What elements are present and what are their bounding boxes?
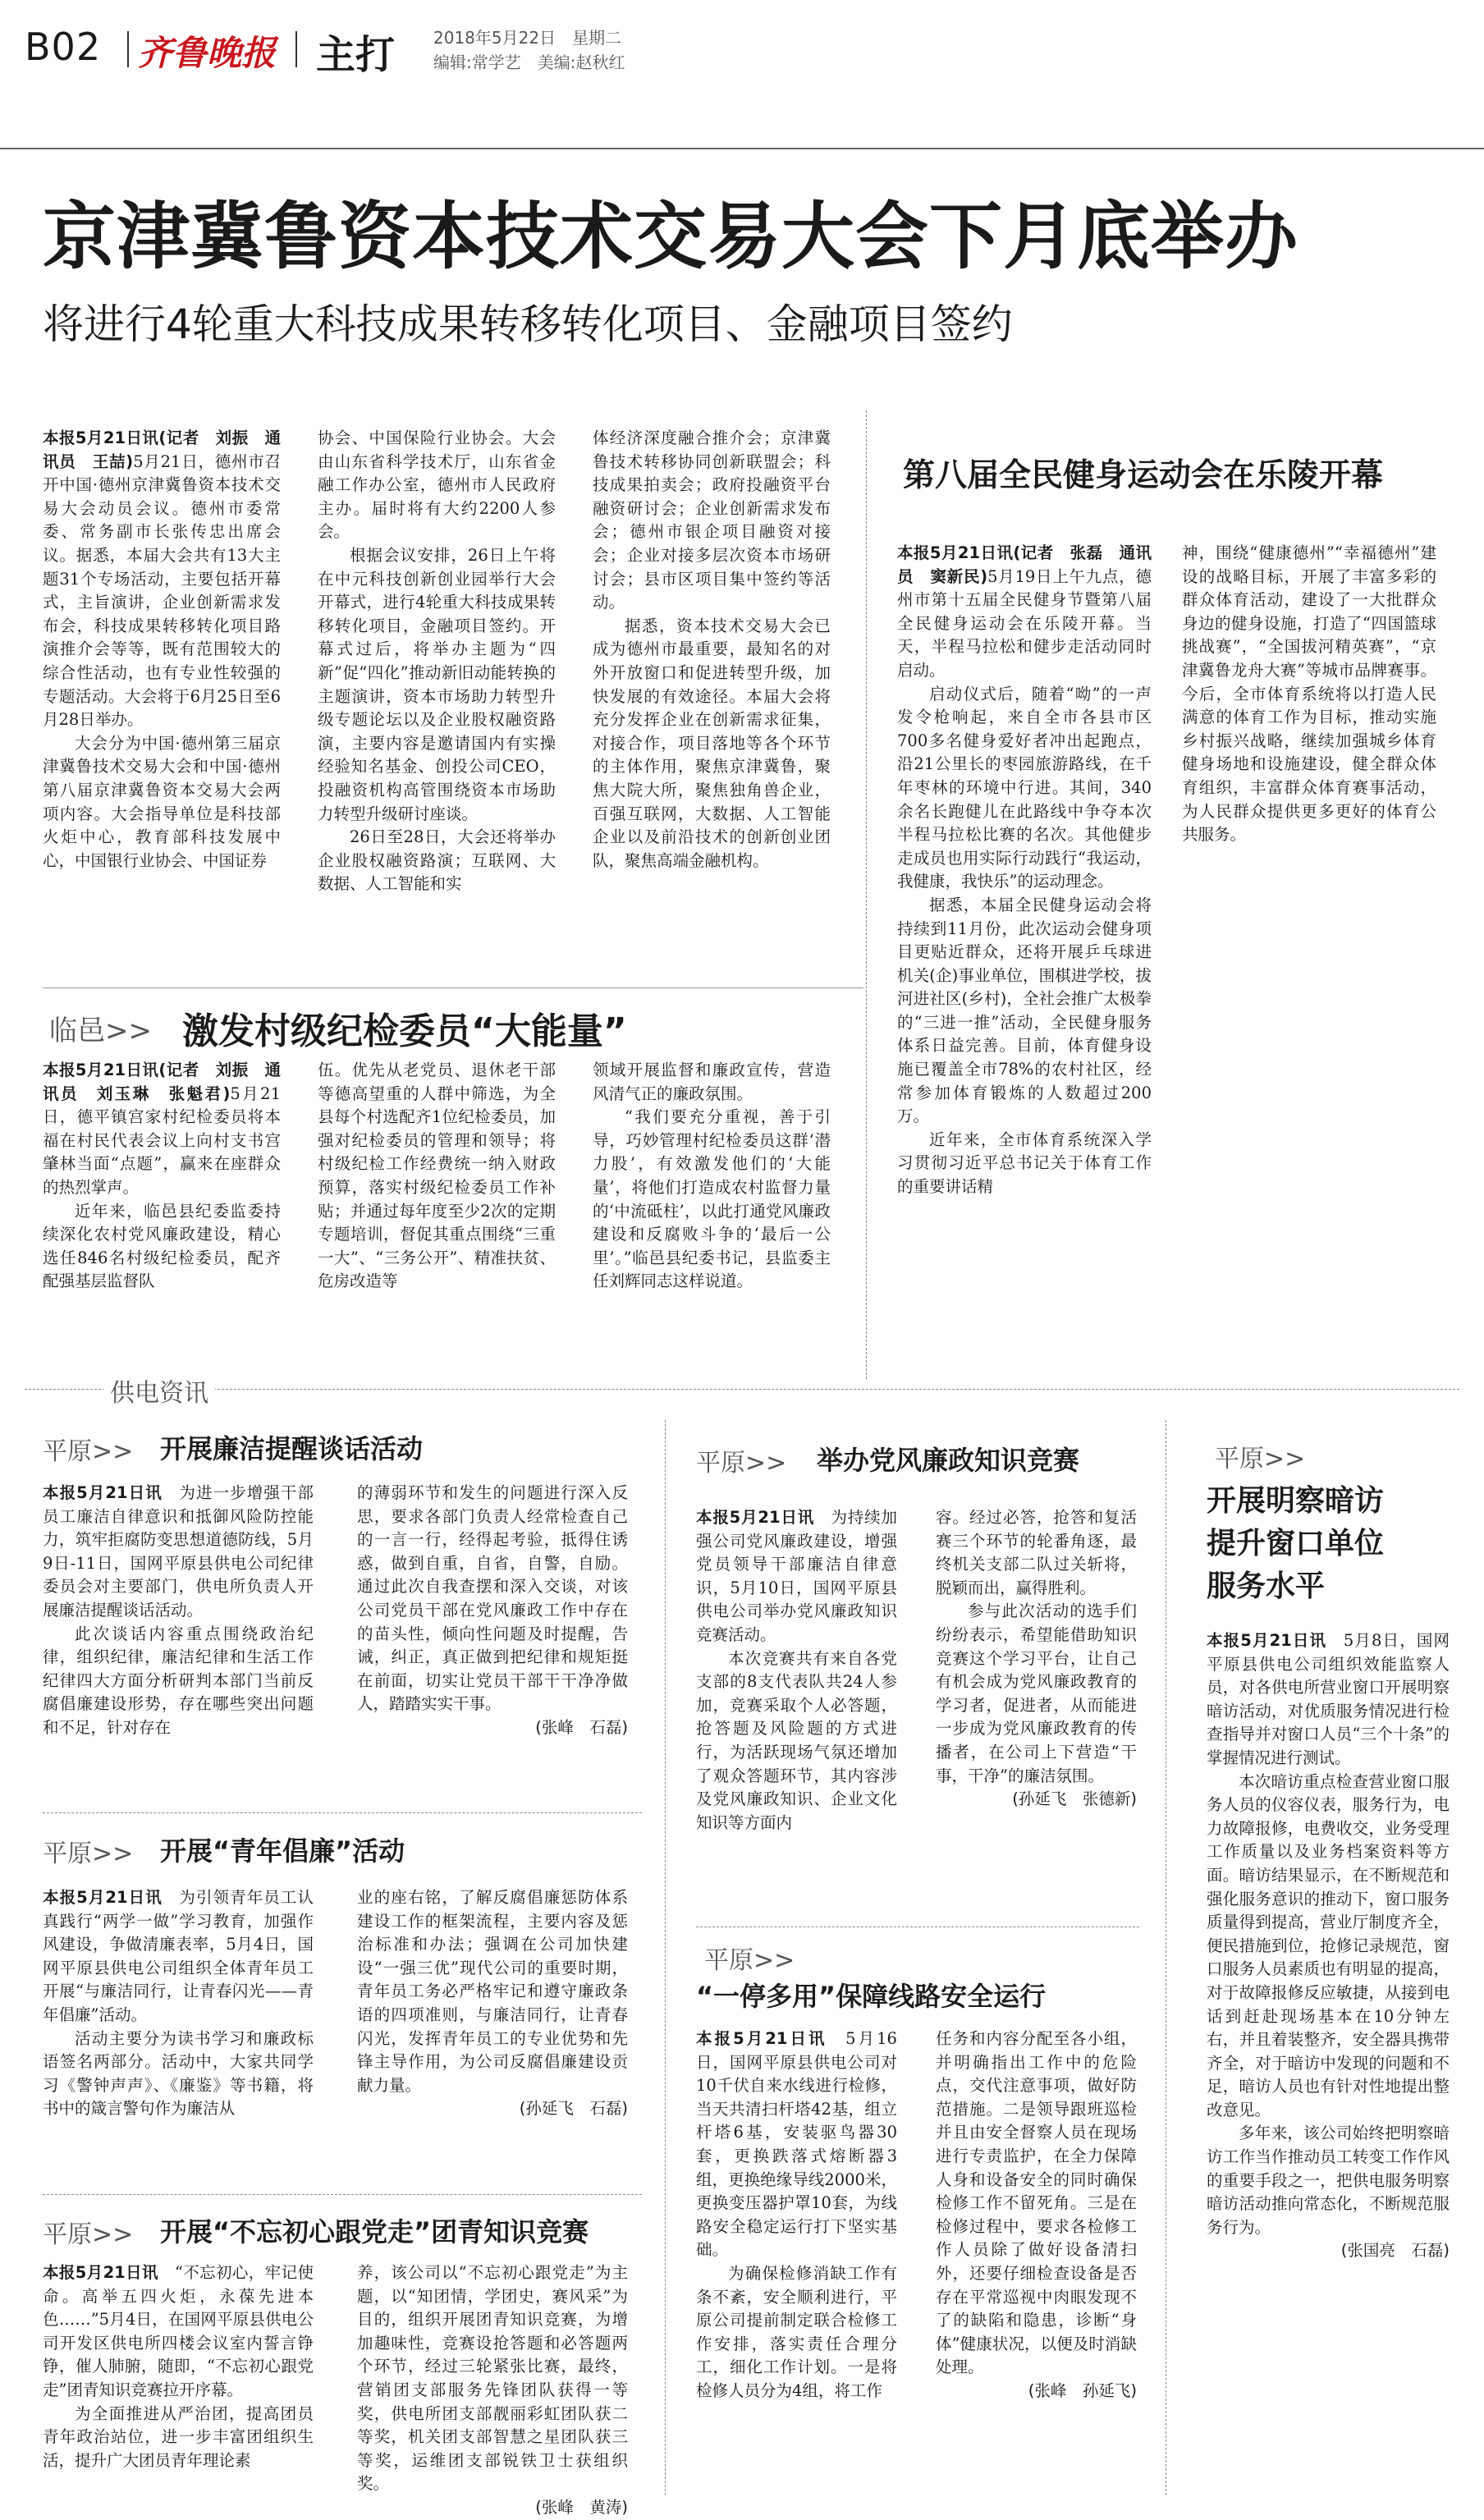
masthead-rule [0,148,1484,149]
story-kicker: 平原>> [43,1840,134,1868]
author-signature: (孙延飞 张德新) [1012,1789,1137,1809]
story-text: 5月21日，德平镇宫家村纪检委员将本福在村民代表会议上向村支书宫肇林当面“点题”，赢来在座群众的热烈掌声。 [43,1084,281,1197]
main-text: 据悉，资本技术交易大会已成为德州市最重要，最知名的对外开放窗口和促进转型升级，加快发展的有效途径。本届大会将充分发挥企业在创新需求征集，对接合作，项目落地等各个环节的主体作用，聚焦京津冀鲁，聚焦大院大所，聚焦独角兽企业，百强互联网，大数据、人工智能企业以及前沿技术的创新创业团队，聚焦高端金融机构。 [593,616,831,870]
main-text: 协会、中国保险行业协会。大会由山东省科学技术厅，山东省金融工作办公室，德州市人民政府主办。届时将有大约2200人参会。 [318,428,556,542]
story-headline: 开展廉洁提醒谈话活动 [160,1433,424,1464]
author-signature: (张国亮 石磊) [1340,2241,1450,2261]
story-text: 据悉，本届全民健身运动会将持续到11月份，此次运动会健身项目更贴近群众，还将开展乒乓球进机关(企)事业单位，围棋进学校，拔河进社区(乡村)，全社会推广太极拳的“三进一推”活动，全民健身服务体系日益完善。目前，体育健身设施已覆盖全市78%的农村社区，经常参加体育锻炼的人数超过200万。 [897,895,1152,1126]
story-text: 参与此次活动的选手们纷纷表示，希望能借助知识竞赛这个学习平台，让自己有机会成为党风廉政教育的学习者，促进者，从而能进一步成为党风廉政教育的传播者，在公司上下营造“干事，干净”的廉洁氛围。 [936,1601,1137,1785]
story-text: 业的座右铭，了解反腐倡廉惩防体系建设工作的框架流程，主要内容及惩治标准和办法；强调在公司加快建设“一强三优”现代公司的重要时期，青年员工务必严格牢记和遵守廉政条语的四项准则，与廉洁同行，让青春闪光，发挥青年员工的专业优势和先锋主导作用，为公司反腐倡廉建设贡献力量。 [357,1888,628,2095]
story-text: “不忘初心，牢记使命。高举五四火炬，永葆先进本色……”5月4日，在国网平原县供电公司开发区供电所四楼会议室内誓言铮铮，催人肺腑，随即，“不忘初心跟党走”团青知识竞赛拉开序幕。 [43,2263,314,2399]
story-headline: “一停多用”保障线路安全运行 [696,1981,1047,2012]
a5-col-2 [936,2027,1137,2491]
story-headline: 激发村级纪检委员“大能量” [182,1010,627,1052]
section-label: 主打 [316,32,396,78]
story-text: 神，围绕“健康德州”“幸福德州”建设的战略目标，开展了丰富多彩的群众体育活动，建设了一大批群众身边的健身设施，打造了“四国篮球挑战赛”，“全国拔河精英赛”，“京津冀鲁龙舟大赛”等城市品牌赛事。今后，全市体育系统将以打造人民满意的体育工作为目标，推动实施乡村振兴战略，继续加强城乡体育健身场地和设施建设，健全群众体育组织，丰富群众体育赛事活动，为人民群众提供更多更好的体育公共服务。 [1182,543,1436,845]
a6-col [1207,1629,1450,2491]
main-headline: 京津冀鲁资本技术交易大会下月底举办 [43,194,1298,279]
story-byline: 本报5月21日讯 [43,1888,163,1907]
story-text: 任务和内容分配至各小组，并明确指出工作中的危险点，交代注意事项，做好防范措施。二是领导跟班巡检并且由安全督察人员在现场进行专责监护，在全力保障人身和设备安全的同时确保检修工作不留死角。三是在检修过程中，要求各检修工作人员除了做好设备清扫外，还要仔细检查设备是否存在平常巡视中肉眼发现不了的缺陷和隐患，诊断“身体”健康状况，以便及时消缺处理。 [936,2029,1137,2377]
story-headline: 开展“不忘初心跟党走”团青知识竞赛 [160,2216,589,2247]
story-separator [43,1812,642,1813]
main-subheadline: 将进行4轮重大科技成果转移转化项目、金融项目签约 [43,300,1013,348]
story-byline: 本报5月21日讯 [43,1483,163,1502]
main-col-1 [43,427,281,969]
story-text: 近年来，全市体育系统深入学习贯彻习近平总书记关于体育工作的重要讲话精 [897,1129,1152,1197]
story-text: 多年来，该公司始终把明察暗访工作当作推动员工转变工作作风的重要手段之一，把供电服务明察暗访活动推向常态化，不断规范服务行为。 [1207,2124,1450,2237]
story-text: 容。经过必答，抢答和复活赛三个环节的轮番角逐，最终机关支部二队过关斩将，脱颖而出，赢得胜利。 [936,1508,1137,1597]
story-text: 领域开展监督和廉政宣传，营造风清气正的廉政氛围。 [593,1061,831,1103]
story-headline: 服务水平 [1207,1569,1326,1603]
story-text: 为进一步增强干部员工廉洁自律意识和抵御风险防控能力，筑牢拒腐防变思想道德防线，5月9日-11日，国网平原县供电公司纪律委员会对主要部门，供电所负责人开展廉洁提醒谈话活动。 [43,1483,314,1620]
paper-logo: 齐鲁晚报 [138,33,277,73]
story-text: 本次暗访重点检查营业窗口服务人员的仪容仪表，服务行为，电力故障报修，电费收交，业务受理工作质量以及业务档案资料等方面。暗访结果显示，在不断规范和强化服务意识的推动下，窗口服务质量得到提高，营业厅制度齐全，便民措施到位，抢修记录规范，窗口服务人员素质也有明显的提高，对于故障报修反应敏捷，从接到电话到赶赴现场基本在10分钟左右，并且着装整齐，安全器具携带齐全，对于暗访中发现的问题和不足，暗访人员也有针对性地提出整改意见。 [1207,1771,1450,2119]
story-byline: 本报5月21日讯(记者 刘振 通讯员 刘玉琳 张魁君) [43,1061,281,1103]
story-text: 活动主要分为读书学习和廉政标语签名两部分。活动中，大家共同学习《警钟声声》、《廉鉴》等书籍，将书中的箴言警句作为廉洁从 [43,2028,314,2119]
section-rule [43,987,863,988]
story-text: 5月8日，国网平原县供电公司组织效能监察人员，对各供电所营业窗口开展明察暗访活动，对优质服务情况进行检查指导并对窗口人员“三个十条”的掌握情况进行测试。 [1207,1631,1450,1767]
story-kicker: 平原>> [696,1449,787,1478]
a4-col-2 [936,1506,1137,1917]
story-byline: 本报5月21日讯 [43,2263,158,2282]
author-signature: (张峰 黄涛) [535,2497,628,2517]
main-col-2 [318,427,556,969]
story-headline: 举办党风廉政知识竞赛 [817,1445,1080,1476]
story-headline: 开展明察暗访 [1207,1484,1385,1518]
story-kicker: 平原>> [704,1946,795,1975]
story-text: 为确保检修消缺工作有条不紊，安全顺利进行，平原公司提前制定联合检修工作安排，落实责任合理分工，细化工作计划。一是将检修人员分为4组，将工作 [696,2263,897,2400]
column-divider [866,410,867,1379]
story-text: 启动仪式后，随着“呦”的一声发令枪响起，来自全市各县市区700多名健身爱好者冲出起跑点，沿21公里长的枣园旅游路线，在千年枣林的环境中行进。其间，340余名长跑健儿在此路线中争夺本次半程马拉松比赛的名次。其他健步走成员也用实际行动践行“我运动，我健康，我快乐”的运动理念。 [897,684,1152,891]
s3-col-2 [1182,542,1436,1363]
a3-col-2 [357,2261,628,2517]
column-border [25,1389,1459,1390]
column-label: 供电资讯 [103,1372,215,1409]
main-col-3 [593,427,831,969]
main-text: 体经济深度融合推介会；京津冀鲁技术转移协同创新联盟会；科技成果拍卖会；政府投融资平台融资研讨会；企业创新需求发布会；德州市银企项目融资对接会；企业对接多层次资本市场研讨会；县市区项目集中签约等活动。 [593,428,831,612]
a1-col-1 [43,1482,314,1802]
a5-col-1 [696,2027,897,2491]
a2-col-1 [43,1886,314,2183]
author-signature: (孙延飞 石磊) [519,2099,628,2119]
author-signature: (张峰 石磊) [535,1717,628,1737]
story-text: 的薄弱环节和发生的问题进行深入反思，要求各部门负责人经常检查自己的一言一行，经得起考验，抵得住诱惑，做到自重，自省，自警，自励。通过此次自我查摆和深入交谈，对该公司党员干部在党风廉政工作中存在的苗头性，倾向性问题及时提醒，告诫，纠正，真正做到把纪律和规矩挺在前面，切实让党员干部干干净净做人，踏踏实实干事。 [357,1483,628,1714]
a2-col-2 [357,1886,628,2183]
story-headline: 开展“青年倡廉”活动 [160,1835,405,1867]
story-separator [43,2194,642,2195]
story-text: 养，该公司以“不忘初心跟党走”为主题，以“知团情，学团史，赛风采”为目的，组织开展团青知识竞赛，为增加趣味性，竞赛设抢答题和必答题两个环节，经过三轮紧张比赛，最终，营销团支部服务先锋团队获得一等奖，供电所团支部靓丽彩虹团队获二等奖，机关团支部智慧之星团队获三等奖，运维团支部锐铁卫士获组织奖。 [357,2263,628,2494]
s2-col-2 [318,1059,556,1363]
a1-col-2 [357,1482,628,1802]
main-byline: 本报5月21日讯(记者 刘振 通讯员 王喆) [43,428,281,471]
story-headline: 第八届全民健身运动会在乐陵开幕 [903,457,1384,494]
page-number: B02 [25,25,102,69]
story-headline: 提升窗口单位 [1207,1527,1385,1560]
a4-col-1 [696,1506,897,1917]
main-text: 根据会议安排，26日上午将在中元科技创新创业园举行大会开幕式，进行4轮重大科技成果转移转化项目，金融项目签约。开幕式过后，将举办主题为“四新”促“四化”推动新旧动能转换的主题演讲，资本市场助力转型升级专题论坛以及企业股权融资路演，主要内容是邀请国内有实操经验知名基金、创投公司CEO，投融资机构高管围绕资本市场助力转型升级研讨座谈。 [318,545,556,823]
story-byline: 本报5月21日讯 [696,2029,827,2048]
story-text: “我们要充分重视，善于引导，巧妙管理村纪检委员这群‘潜力股’，有效激发他们的‘大能量’，将他们打造成农村监督力量的‘中流砥柱’，以此打通党风廉政建设和反腐败斗争的‘最后一公里’。”临邑县纪委书记，县监委主任刘辉同志这样说道。 [593,1107,831,1291]
story-text: 为持续加强公司党风廉政建设，增强党员领导干部廉洁自律意识，5月10日，国网平原县供电公司举办党风廉政知识竞赛活动。 [696,1508,897,1644]
story-text: 为全面推进从严治团，提高团员青年政治站位，进一步丰富团组织生活，提升广大团员青年理论素 [43,2403,314,2470]
story-text: 5月19日上午九点，德州市第十五届全民健身节暨第八届全民健身运动会在乐陵开幕。当天，半程马拉松和健步走活动同时启动。 [897,566,1152,680]
story-kicker: 临邑>> [49,1015,152,1047]
issue-date: 2018年5月22日 星期二 [433,28,622,48]
story-kicker: 平原>> [1215,1445,1306,1473]
s2-col-3 [593,1059,831,1363]
story-byline: 本报5月21日讯 [1207,1631,1327,1650]
main-text: 26日至28日，大会还将举办企业股权融资路演；互联网、大数据、人工智能和实 [318,827,556,894]
editor-credits: 编辑:常学艺 美编:赵秋红 [433,53,625,72]
story-byline: 本报5月21日讯 [696,1508,815,1527]
a3-col-1 [43,2261,314,2491]
story-text: 近年来，临邑县纪委监委持续深化农村党风廉政建设，精心选任846名村级纪检委员，配齐配强基层监督队 [43,1201,281,1291]
story-text: 此次谈话内容重点围绕政治纪律，组织纪律，廉洁纪律和生活工作纪律四大方面分析研判本部门当前反腐倡廉建设形势，存在哪些突出问题和不足，针对存在 [43,1624,314,1737]
s2-col-1 [43,1059,281,1363]
masthead-divider [127,31,129,67]
story-text: 本次竞赛共有来自各党支部的8支代表队共24人参加，竞赛采取个人必答题，抢答题及风险题的方式进行，为活跃现场气氛还增加了观众答题环节，其内容涉及党风廉政知识、企业文化知识等方面内 [696,1648,897,1832]
s3-col-1 [897,542,1152,1363]
main-text: 5月21日，德州市召开中国·德州京津冀鲁资本技术交易大会动员会议。德州市委常委、常务副市长张传忠出席会议。据悉，本届大会共有13大主题31个专场活动，主要包括开幕式，主旨演讲，企业创新需求发布会，科技成果转移转化项目路演推介会等等，既有范围较大的综合性活动，也有专业性较强的专题活动。大会将于6月25日至6月28日举办。 [43,451,281,730]
author-signature: (张峰 孙延飞) [1028,2380,1137,2400]
column-divider [665,1420,666,2495]
main-text: 大会分为中国·德州第三届京津冀鲁技术交易大会和中国·德州第八届京津冀鲁资本交易大会两项内容。大会指导单位是科技部火炬中心，教育部科技发展中心，中国银行业协会、中国证券 [43,733,281,870]
story-text: 5月16日，国网平原县供电公司对10千伏自来水线进行检修，当天共清扫杆塔42基，组立杆塔6基，安装驱鸟器30套，更换跌落式熔断器3组，更换绝缘导线2000米，更换变压器护罩10套，为线路安全稳定运行打下坚实基础。 [696,2029,897,2260]
story-text: 为引领青年员工认真践行“两学一做”学习教育，加强作风建设，争做清廉表率，5月4日，国网平原县供电公司组织全体青年员工开展“与廉洁同行，让青春闪光——青年倡廉”活动。 [43,1888,314,2024]
story-byline: 本报5月21日讯(记者 张磊 通讯员 窦新民) [897,543,1152,586]
story-text: 伍。优先从老党员、退休老干部等德高望重的人群中筛选，为全县每个村选配齐1位纪检委员，加强对纪检委员的管理和领导；将村级纪检工作经费统一纳入财政预算，落实村级纪检委员工作补贴；并通过每年度至少2次的定期专题培训，督促其重点围绕“三重一大”、“三务公开”、精准扶贫、危房改造等 [318,1061,556,1291]
masthead-divider [295,31,297,67]
story-kicker: 平原>> [43,1437,134,1466]
story-kicker: 平原>> [43,2220,134,2249]
